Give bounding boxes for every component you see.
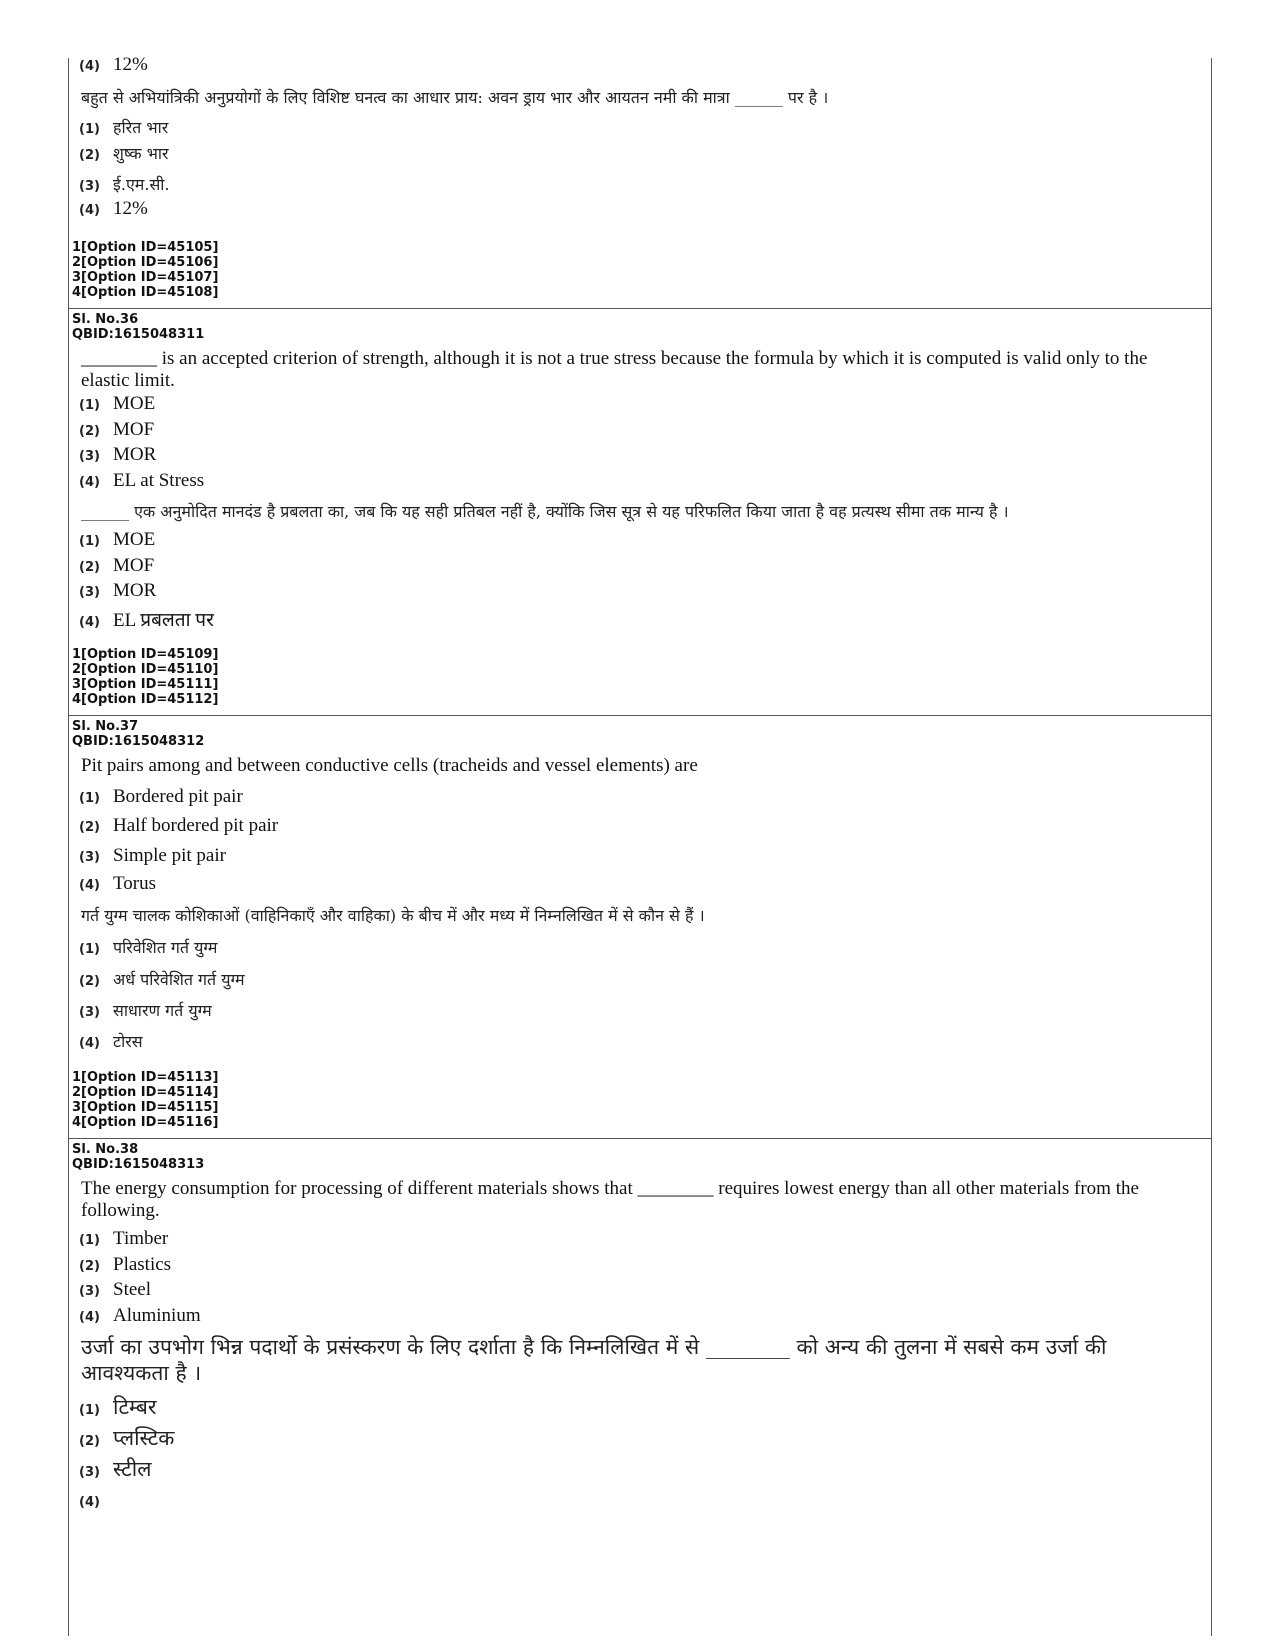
question-header <box>72 312 1214 342</box>
option-number: (4) <box>79 878 100 893</box>
option-row <box>79 1394 1221 1424</box>
option-row <box>79 1030 1221 1052</box>
option-id: 4[Option ID=45108] <box>72 285 219 300</box>
option-number: (1) <box>79 791 100 806</box>
option-id: 3[Option ID=45111] <box>72 677 219 692</box>
option-number: (4) <box>79 203 100 218</box>
option-row <box>79 1425 1221 1455</box>
option-id: 2[Option ID=45114] <box>72 1085 219 1100</box>
option-text: MOE <box>113 393 156 414</box>
option-number: (1) <box>79 398 100 413</box>
option-text: Torus <box>113 873 157 894</box>
option-number: (2) <box>79 560 100 575</box>
option-number: (4) <box>79 1036 100 1051</box>
option-id-list <box>72 1070 1214 1130</box>
option-row <box>79 529 1221 551</box>
option-text: EL at Stress <box>113 470 205 491</box>
option-text: Plastics <box>113 1254 172 1275</box>
option-row <box>79 1486 1221 1516</box>
option-text: Aluminium <box>113 1305 201 1326</box>
question-text-hindi: उर्जा का उपभोग भिन्न पदार्थो के प्रसंस्करण के लिए दर्शाता है कि निम्नलिखित में से ________ को अन्य की तुलना में सबसे कम उर्जा की आवश्यकता है । <box>81 1335 1107 1385</box>
option-number: (2) <box>79 820 100 835</box>
question-text-hindi: ______ एक अनुमोदित मानदंड है प्रबलता का, जब कि यह सही प्रतिबल नहीं है, क्योंकि जिस सूत्र से यह परिफलित किया जाता है वह प्रत्यस्थ सीमा तक मान्य है । <box>81 502 1009 521</box>
option-row <box>79 1254 1221 1276</box>
option-text: टिम्बर <box>113 1395 157 1419</box>
option-text: परिवेशित गर्त युग्म <box>113 938 218 957</box>
option-id: 1[Option ID=45113] <box>72 1070 219 1085</box>
option-row <box>79 393 1221 415</box>
option-number: (2) <box>79 148 100 163</box>
option-row <box>79 1456 1221 1486</box>
option-id: 4[Option ID=45116] <box>72 1115 219 1130</box>
option-text: साधारण गर्त युग्म <box>113 1001 212 1020</box>
option-text: टोरस <box>113 1032 143 1051</box>
option-row <box>79 470 1221 492</box>
option-row <box>79 54 1221 76</box>
option-row <box>79 116 1221 138</box>
option-id: 4[Option ID=45112] <box>72 692 219 707</box>
serial-number: Sl. No.38 <box>72 1142 139 1157</box>
option-row <box>79 142 1221 164</box>
option-row <box>79 936 1221 958</box>
option-text: MOF <box>113 419 155 440</box>
option-row <box>79 173 1221 195</box>
option-row <box>79 968 1221 990</box>
option-text: 12% <box>113 54 148 75</box>
question-text-hindi: बहुत से अभियांत्रिकी अनुप्रयोगों के लिए विशिष्ट घनत्व का आधार प्राय: अवन ड्राय भार और आयतन नमी की मात्रा ______ पर है । <box>81 88 829 107</box>
qbid: QBID:1615048312 <box>72 734 205 749</box>
option-number: (3) <box>79 1005 100 1020</box>
option-row <box>79 999 1221 1021</box>
option-text: शुष्क भार <box>113 144 169 163</box>
qbid: QBID:1615048313 <box>72 1157 205 1172</box>
option-id: 3[Option ID=45115] <box>72 1100 219 1115</box>
divider <box>69 715 1211 716</box>
option-number: (3) <box>79 1465 100 1480</box>
option-text: हरित भार <box>113 118 169 137</box>
question-paper-page <box>68 54 1212 1636</box>
question-text-hindi: गर्त युग्म चालक कोशिकाओं (वाहिनिकाएँ और वाहिका) के बीच में और मध्य में निम्नलिखित में से कौन से हैं । <box>81 906 705 925</box>
option-number: (1) <box>79 1233 100 1248</box>
question-header <box>72 1142 1214 1172</box>
option-row <box>79 419 1221 441</box>
option-row <box>79 873 1221 895</box>
option-row <box>79 845 1221 867</box>
option-text: MOR <box>113 444 157 465</box>
option-row <box>79 1305 1221 1327</box>
option-id-list <box>72 647 1214 707</box>
option-number: (1) <box>79 942 100 957</box>
option-row <box>79 444 1221 466</box>
question-text-english: Pit pairs among and between conductive cells (tracheids and vessel elements) are <box>81 755 698 776</box>
option-text: प्लस्टिक <box>113 1426 175 1450</box>
question-text-english: ________ is an accepted criterion of strength, although it is not a true stress because the formula by which it is computed is valid only to the elastic limit. <box>81 348 1148 391</box>
option-number: (4) <box>79 1495 100 1510</box>
option-number: (4) <box>79 59 100 74</box>
option-number: (2) <box>79 1434 100 1449</box>
option-text: Timber <box>113 1228 169 1249</box>
option-id: 2[Option ID=45106] <box>72 255 219 270</box>
option-row <box>79 555 1221 577</box>
option-number: (4) <box>79 1310 100 1325</box>
option-id: 2[Option ID=45110] <box>72 662 219 677</box>
option-number: (1) <box>79 122 100 137</box>
question-header <box>72 719 1214 749</box>
option-text: ई.एम.सी. <box>113 175 170 194</box>
option-number: (3) <box>79 449 100 464</box>
option-text: Half bordered pit pair <box>113 815 279 836</box>
option-text: 12% <box>113 198 148 219</box>
option-text: स्टील <box>113 1457 152 1481</box>
option-row <box>79 198 1221 220</box>
option-number: (3) <box>79 1284 100 1299</box>
option-row <box>79 1228 1221 1250</box>
option-id: 3[Option ID=45107] <box>72 270 219 285</box>
option-text: MOR <box>113 580 157 601</box>
option-number: (4) <box>79 475 100 490</box>
option-id-list <box>72 240 1214 300</box>
option-text: MOE <box>113 529 156 550</box>
option-id: 1[Option ID=45109] <box>72 647 219 662</box>
option-row <box>79 786 1221 808</box>
divider <box>69 1138 1211 1139</box>
option-number: (1) <box>79 1403 100 1418</box>
question-text-english: The energy consumption for processing of different materials shows that ________ requires lowest energy than all other materials from the following. <box>81 1178 1139 1221</box>
option-row <box>79 1279 1221 1301</box>
option-row <box>79 606 1221 632</box>
option-number: (2) <box>79 974 100 989</box>
option-text: MOF <box>113 555 155 576</box>
option-id: 1[Option ID=45105] <box>72 240 219 255</box>
option-number: (1) <box>79 534 100 549</box>
option-text: EL प्रबलता पर <box>113 610 214 631</box>
option-text: Bordered pit pair <box>113 786 243 807</box>
option-number: (2) <box>79 424 100 439</box>
serial-number: Sl. No.37 <box>72 719 139 734</box>
option-text: Steel <box>113 1279 151 1300</box>
option-text: अर्ध परिवेशित गर्त युग्म <box>113 970 245 989</box>
option-number: (2) <box>79 1259 100 1274</box>
option-number: (3) <box>79 850 100 865</box>
serial-number: Sl. No.36 <box>72 312 139 327</box>
option-text: Simple pit pair <box>113 845 226 866</box>
qbid: QBID:1615048311 <box>72 327 205 342</box>
option-row <box>79 580 1221 602</box>
option-number: (3) <box>79 585 100 600</box>
divider <box>69 308 1211 309</box>
option-row <box>79 815 1221 837</box>
option-number: (4) <box>79 615 100 630</box>
option-number: (3) <box>79 179 100 194</box>
